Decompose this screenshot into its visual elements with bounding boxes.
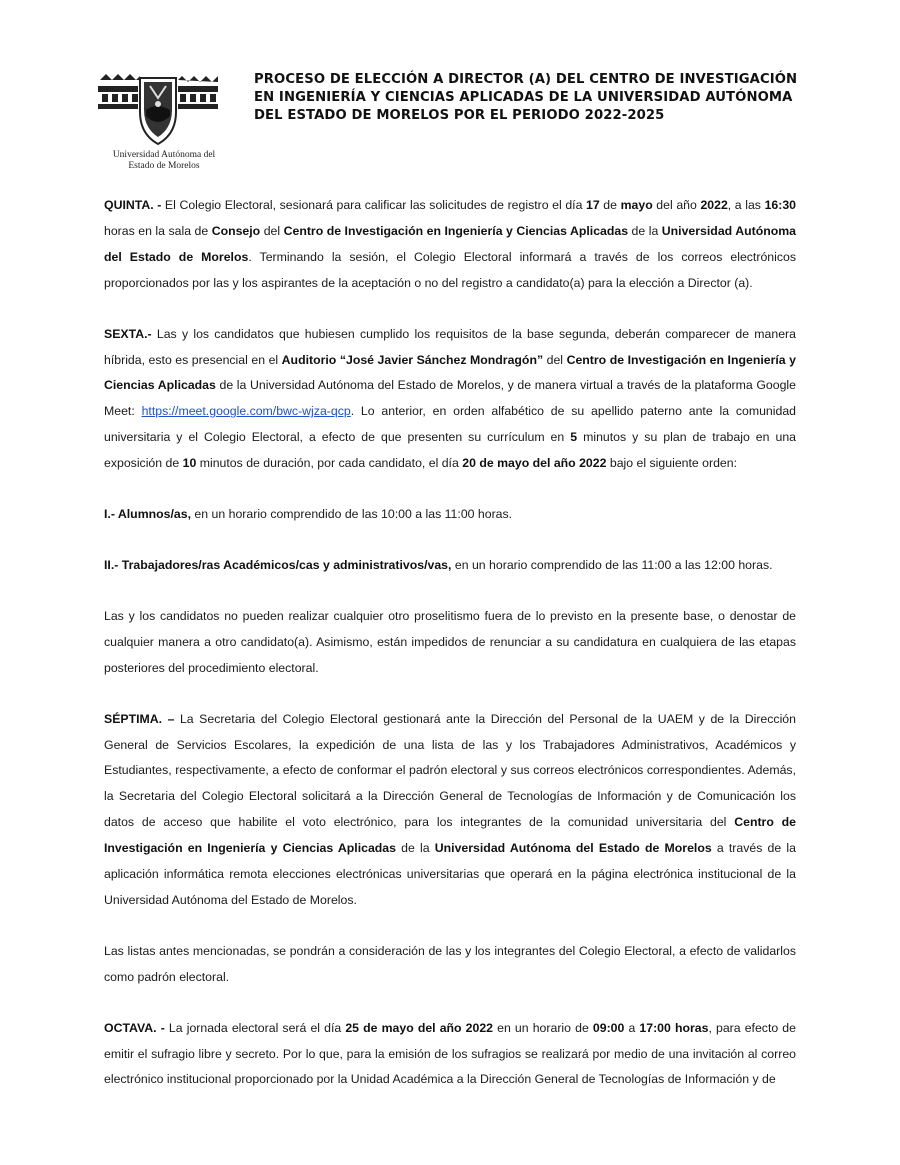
document-body [104, 193, 796, 1118]
title-line-2: EN INGENIERÍA Y CIENCIAS APLICADAS DE LA UNIVERSIDAD AUTÓNOMA [254, 90, 793, 105]
document-header [90, 66, 810, 176]
quinta-text-8: . Terminando la sesión, el Colegio Electoral informará a través de los correos electrónicos proporcionados por las y los aspirantes de la aceptación o no del registro a candidato(a) para la elección a Director (a). [104, 249, 796, 290]
quinta-year: 2022 [700, 198, 728, 212]
schedule-item-1-label: I.- Alumnos/as, [104, 507, 192, 522]
quinta-text-1: El Colegio Electoral, sesionará para calificar las solicitudes de registro el día [161, 198, 587, 212]
clause-label-septima: SÉPTIMA. – [104, 711, 175, 726]
sexta-auditorio: Auditorio “José Javier Sánchez Mondragón” [281, 352, 544, 367]
quinta-text-3: del año [652, 198, 701, 212]
septima-text-2: de la [395, 841, 435, 856]
sexta-text-5: minutos y su plan de trabajo en una exposición de [104, 430, 796, 471]
sexta-five: 5 [570, 430, 578, 445]
octava-date: 25 de mayo del año 2022 [345, 1020, 494, 1035]
septima-centro: Centro de Investigación en Ingeniería y Ciencias Aplicadas [104, 815, 797, 856]
quinta-time: 16:30 [764, 198, 797, 212]
septima-text-1: La Secretaria del Colegio Electoral gestionará ante la Dirección del Personal de la UAEM y de la Dirección General de Servicios Escolares, la expedición de una lista de las y los Trabajadores Administrativos, Académicos y Estudiantes, respectivamente, a efecto de conformar el padrón electoral y sus correos electrónicos correspondientes. Además, la Secretaria del Colegio Electoral solicitará a la Dirección General de Tecnologías de Información y de Comunicación los datos de acceso que habilite el voto electrónico, para los integrantes de la comunidad universitaria del [104, 711, 796, 830]
paragraph-septima [104, 707, 796, 914]
quinta-consejo: Consejo [211, 223, 261, 238]
septima-universidad: Universidad Autónoma del Estado de Morelos [434, 841, 712, 856]
paragraph-octava [104, 1016, 796, 1094]
sexta-text-4: . Lo anterior, en orden alfabético de su apellido paterno ante la comunidad universitaria y el Colegio Electoral, a efecto de que presenten su currículum en [104, 404, 797, 445]
octava-text-2: en un horario de [493, 1020, 593, 1035]
sexta-ten: 10 [182, 456, 197, 471]
octava-start: 09:00 [592, 1020, 625, 1035]
octava-text-4: , para efecto de emitir el sufragio libre y secreto. Por lo que, para la emisión de los sufragios se realizará por medio de una invitación al correo electrónico institucional proporcionado por la Unidad Académica a la Dirección General de Tecnologías de Información y de [104, 1020, 796, 1087]
sexta-text-7: bajo el siguiente orden: [606, 456, 738, 471]
schedule-item-2-label: II.- Trabajadores/ras Académicos/cas y administrativos/vas, [104, 557, 452, 572]
google-meet-link[interactable]: https://meet.google.com/bwc-wjza-qcp [141, 404, 351, 419]
sexta-date: 20 de mayo del año 2022 [462, 456, 607, 471]
schedule-item-2 [104, 553, 796, 579]
logo-caption-line-2: Estado de Morelos [128, 161, 200, 171]
quinta-text-5: horas en la sala de [104, 223, 212, 238]
quinta-universidad: Universidad Autónoma del Estado de Morelos [104, 223, 796, 264]
title-line-1: PROCESO DE ELECCIÓN A DIRECTOR (A) DEL CENTRO DE INVESTIGACIÓN [254, 72, 798, 87]
schedule-item-1 [104, 502, 796, 528]
quinta-text-7: de la [628, 223, 662, 238]
quinta-centro: Centro de Investigación en Ingeniería y Ciencias Aplicadas [283, 223, 629, 238]
schedule-item-2-text: en un horario comprendido de las 11:00 a las 12:00 horas. [451, 557, 773, 572]
quinta-text-6: del [260, 223, 284, 238]
sexta-text-2: del [543, 352, 567, 367]
logo-caption [96, 150, 232, 172]
clause-label-octava: OCTAVA. - [104, 1020, 165, 1035]
logo-caption-line-1: Universidad Autónoma del [112, 150, 216, 160]
paragraph-sexta [104, 322, 796, 477]
quinta-text-4: , a las [727, 198, 765, 212]
university-seal-icon [96, 72, 220, 152]
octava-text-3: a [624, 1020, 640, 1035]
clause-label-quinta: QUINTA. - [104, 198, 162, 212]
paragraph-quinta [104, 193, 796, 297]
quinta-month: mayo [620, 198, 653, 212]
title-line-3: DEL ESTADO DE MORELOS POR EL PERIODO 2022-2025 [254, 108, 665, 123]
sexta-centro: Centro de Investigación en Ingeniería y Ciencias Aplicadas [104, 352, 796, 393]
sexta-text-6: minutos de duración, por cada candidato, el día [196, 456, 463, 471]
octava-end: 17:00 horas [639, 1020, 709, 1035]
university-logo [96, 72, 220, 172]
octava-text-1: La jornada electoral será el día [164, 1020, 346, 1035]
paragraph-listas: Las listas antes mencionadas, se pondrán a consideración de las y los integrantes del Colegio Electoral, a efecto de validarlos como padrón electoral. [104, 943, 796, 984]
sexta-text-3: de la Universidad Autónoma del Estado de Morelos, y de manera virtual a través de la plataforma Google Meet: [104, 378, 796, 419]
septima-text-3: a través de la aplicación informática remota elecciones electrónicas universitarias que operará en la página electrónica institucional de la Universidad Autónoma del Estado de Morelos. [104, 841, 796, 907]
quinta-text-2: de [599, 198, 621, 212]
document-title [254, 71, 814, 125]
quinta-day: 17 [586, 198, 600, 212]
clause-label-sexta: SEXTA.- [104, 326, 152, 341]
schedule-item-1-text: en un horario comprendido de las 10:00 a las 11:00 horas. [191, 507, 513, 522]
sexta-text-1: Las y los candidatos que hubiesen cumplido los requisitos de la base segunda, deberán comparecer de manera híbrida, esto es presencial en el [104, 326, 796, 367]
paragraph-proselitismo: Las y los candidatos no pueden realizar cualquier otro proselitismo fuera de lo previsto en la presente base, o denostar de cualquier manera a otro candidato(a). Asimismo, están impedidos de renunciar a su candidatura en cualquiera de las etapas posteriores del procedimiento electoral. [104, 608, 796, 675]
